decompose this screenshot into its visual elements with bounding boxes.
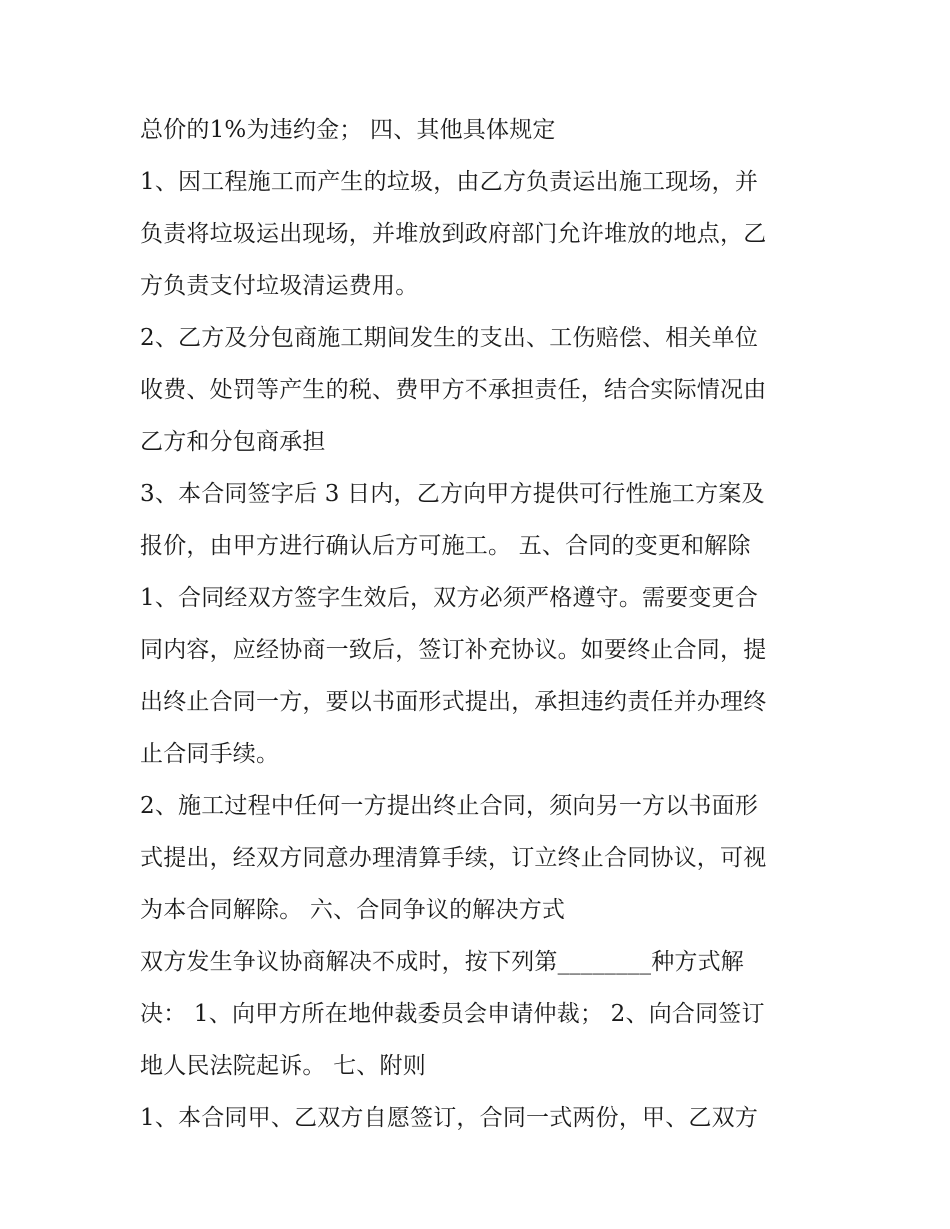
text-line: 同内容，应经协商一致后，签订补充协议。如要终止合同，提 bbox=[140, 637, 767, 663]
text-line: 地人民法院起诉。 七、附则 bbox=[140, 1053, 426, 1079]
text-line: 为本合同解除。 六、合同争议的解决方式 bbox=[140, 897, 566, 923]
text-line: 乙方和分包商承担 bbox=[140, 429, 326, 455]
text-line: 决： 1、向甲方所在地仲裁委员会申请仲裁； 2、向合同签订 bbox=[140, 1001, 765, 1027]
text-line: 双方发生争议协商解决不成时，按下列第________种方式解 bbox=[140, 949, 744, 975]
text-line: 3、本合同签字后 3 日内，乙方向甲方提供可行性施工方案及 bbox=[140, 481, 765, 507]
text-line: 2、施工过程中任何一方提出终止合同，须向另一方以书面形 bbox=[140, 793, 759, 819]
text-line: 方负责支付垃圾清运费用。 bbox=[140, 273, 419, 299]
text-line: 式提出，经双方同意办理清算手续，订立终止合同协议，可视 bbox=[140, 845, 767, 871]
text-line: 1、因工程施工而产生的垃圾，由乙方负责运出施工现场，并 bbox=[140, 169, 759, 195]
text-line: 收费、处罚等产生的税、费甲方不承担责任，结合实际情况由 bbox=[140, 377, 767, 403]
text-line: 止合同手续。 bbox=[140, 741, 280, 767]
text-line: 2、乙方及分包商施工期间发生的支出、工伤赔偿、相关单位 bbox=[140, 325, 759, 351]
text-line: 总价的1%为违约金； 四、其他具体规定 bbox=[140, 117, 556, 143]
text-line: 负责将垃圾运出现场，并堆放到政府部门允许堆放的地点，乙 bbox=[140, 221, 767, 247]
text-line: 1、合同经双方签字生效后，双方必须严格遵守。需要变更合 bbox=[140, 585, 759, 611]
text-line: 出终止合同一方，要以书面形式提出，承担违约责任并办理终 bbox=[140, 689, 767, 715]
text-line: 1、本合同甲、乙双方自愿签订，合同一式两份，甲、乙双方 bbox=[140, 1105, 759, 1131]
text-line: 报价，由甲方进行确认后方可施工。 五、合同的变更和解除 bbox=[140, 533, 751, 559]
contract-text-body bbox=[140, 104, 820, 1144]
